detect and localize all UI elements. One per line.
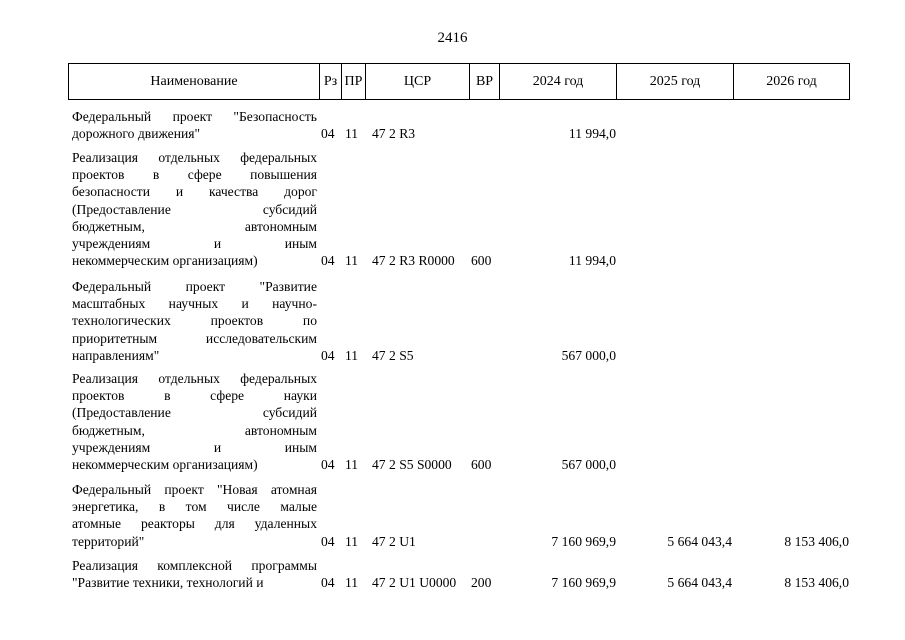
row-name-line: Федеральный проект "Безопасность (72, 109, 317, 124)
row-pr: 11 (345, 533, 359, 549)
row-pr: 11 (345, 457, 359, 472)
row-name-line: Федеральный проект "Новая атомная (72, 482, 317, 497)
row-name-line: масштабных научных и научно- (72, 296, 317, 312)
row-pr: 11 (345, 347, 359, 363)
row-name (72, 149, 317, 269)
row-name-line: технологических проектов по (72, 313, 317, 329)
row-pr: 11 (345, 253, 359, 269)
row-name-line: "Развитие техники, технологий и (72, 575, 264, 591)
row-name-line: Реализация комплексной программы (72, 558, 317, 573)
row-name-line: Реализация отдельных федеральных (72, 150, 317, 165)
header-2024: 2024 год (500, 64, 617, 99)
row-y2024: 567 000,0 (561, 457, 616, 472)
row-rz: 04 (321, 457, 335, 472)
row-rz: 04 (321, 533, 335, 549)
row-y2026: 8 153 406,0 (784, 575, 849, 591)
row-y2024: 7 160 969,9 (551, 575, 616, 591)
row-csr: 47 2 R3 (372, 126, 416, 142)
header-pr: ПР (342, 64, 366, 99)
row-name (72, 370, 317, 473)
row-rz: 04 (321, 126, 335, 142)
row-vr: 600 (471, 457, 492, 472)
row-y2024: 11 994,0 (568, 126, 616, 142)
header-2025: 2025 год (617, 64, 734, 99)
row-name (72, 278, 317, 364)
row-y2024: 567 000,0 (561, 347, 616, 363)
row-name (72, 481, 317, 550)
row-name-line: бюджетным, автономным (72, 218, 317, 234)
row-rz: 04 (321, 253, 335, 269)
row-csr: 47 2 R3 R0000 (372, 253, 455, 269)
row-name-line: Федеральный проект "Развитие (72, 279, 317, 294)
row-y2024: 11 994,0 (568, 253, 616, 269)
header-rz: Рз (320, 64, 342, 99)
row-name-line: приоритетным исследовательским (72, 330, 317, 346)
row-vr: 200 (471, 575, 492, 591)
row-name-line: (Предоставление субсидий (72, 405, 317, 421)
row-name-line: некоммерческим организациям) (72, 456, 258, 472)
row-rz: 04 (321, 347, 335, 363)
row-pr: 11 (345, 575, 359, 591)
header-2026: 2026 год (766, 73, 817, 89)
row-name-line: Реализация отдельных федеральных (72, 371, 317, 386)
row-name-line: направлениям" (72, 347, 160, 363)
row-y2025: 5 664 043,4 (667, 533, 732, 549)
row-name-line: безопасности и качества дорог (72, 184, 317, 200)
row-csr: 47 2 S5 S0000 (372, 457, 452, 472)
header-name: Наименование (69, 64, 320, 99)
row-csr: 47 2 S5 (372, 347, 414, 363)
row-vr: 600 (471, 253, 492, 269)
row-name (72, 557, 317, 591)
row-name-line: дорожного движения" (72, 126, 201, 142)
row-rz: 04 (321, 575, 335, 591)
row-y2024: 7 160 969,9 (551, 533, 616, 549)
row-name-line: учреждениям и иным (72, 439, 317, 455)
row-name-line: энергетика, в том числе малые (72, 499, 317, 515)
row-name-line: (Предоставление субсидий (72, 201, 317, 217)
row-name-line: проектов в сфере науки (72, 388, 317, 404)
row-name-line: некоммерческим организациям) (72, 253, 258, 269)
header-vr: ВР (470, 64, 500, 99)
row-name-line: атомные реакторы для удаленных (72, 516, 317, 532)
row-name-line: бюджетным, автономным (72, 422, 317, 438)
row-name (72, 108, 317, 142)
row-name-line: проектов в сфере повышения (72, 167, 317, 183)
table-header (68, 63, 850, 100)
row-csr: 47 2 U1 U0000 (372, 575, 457, 591)
row-y2026: 8 153 406,0 (784, 533, 849, 549)
row-name-line: учреждениям и иным (72, 235, 317, 251)
row-name-line: территорий" (72, 533, 145, 549)
header-csr: ЦСР (366, 64, 470, 99)
row-csr: 47 2 U1 (372, 533, 416, 549)
row-y2025: 5 664 043,4 (667, 575, 732, 591)
page-number: 2416 (437, 30, 468, 46)
row-pr: 11 (345, 126, 359, 142)
